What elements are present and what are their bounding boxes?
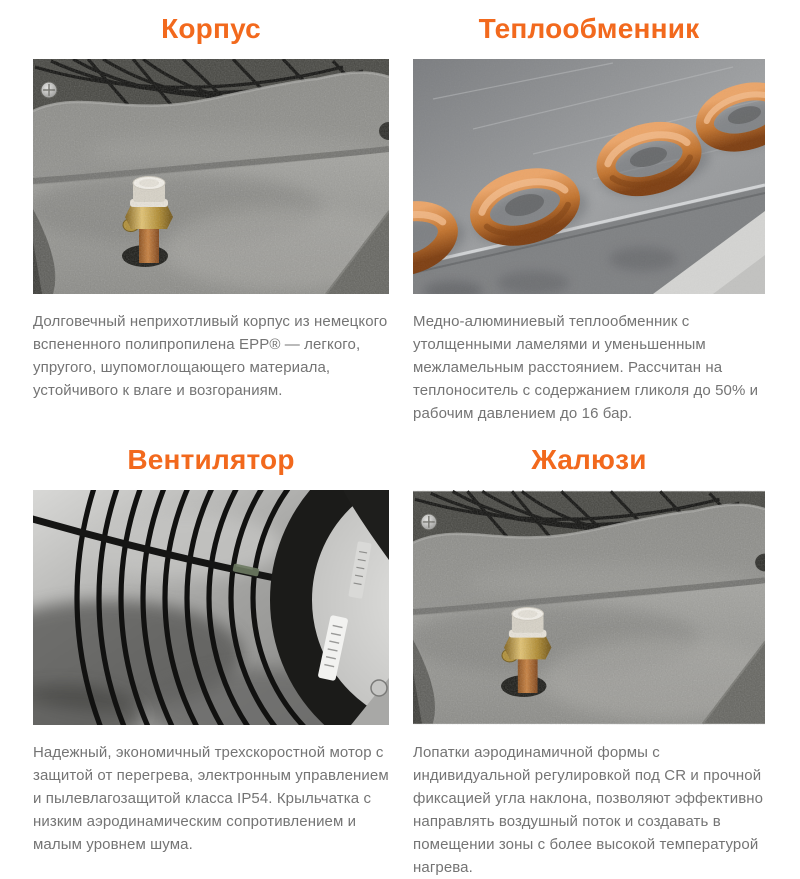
feature-title-zhalyuzi: Жалюзи — [531, 444, 647, 475]
features-row-top — [0, 0, 800, 425]
feature-card-ventilyator — [33, 425, 389, 879]
fan-photo — [33, 490, 389, 725]
feature-description-teploobmennik: Медно-алюминиевый теплообменник с утолщенными ламелями и уменьшенным межламельным расстоянием. Рассчитан на теплоноситель с содержанием гликоля до 50% и рабочим давлением до 16 бар. — [413, 313, 759, 422]
feature-description-zhalyuzi: Лопатки аэродинамичной формы с индивидуальной регулировкой под CR и прочной фиксацией угла наклона, позволяют эффективно направлять воздушный поток и создавать в помещении зоны с более высокой температурой нагрева. — [413, 744, 764, 876]
feature-title-teploobmennik: Теплообменник — [478, 13, 700, 44]
features-row-bottom — [0, 425, 800, 879]
feature-title-korpus: Корпус — [161, 13, 261, 44]
feature-card-zhalyuzi — [413, 425, 765, 879]
louver-unit-photo — [413, 490, 765, 725]
housing-photo — [33, 59, 389, 294]
feature-title-ventilyator: Вентилятор — [127, 444, 295, 475]
feature-card-korpus — [33, 0, 389, 425]
feature-description-ventilyator: Надежный, экономичный трехскоростной мотор с защитой от перегрева, электронным управлением и пылевлагозащитой класса IP54. Крыльчатка с низким аэродинамическим сопротивлением и малым уровнем шума. — [33, 744, 389, 853]
heat-exchanger-photo — [413, 59, 765, 294]
feature-card-teploobmennik — [413, 0, 765, 425]
feature-description-korpus: Долговечный неприхотливый корпус из немецкого вспененного полипропилена EPP® — легкого, упругого, шупомоглощающего материала, устойчивого к влаге и возгораниям. — [33, 313, 388, 399]
